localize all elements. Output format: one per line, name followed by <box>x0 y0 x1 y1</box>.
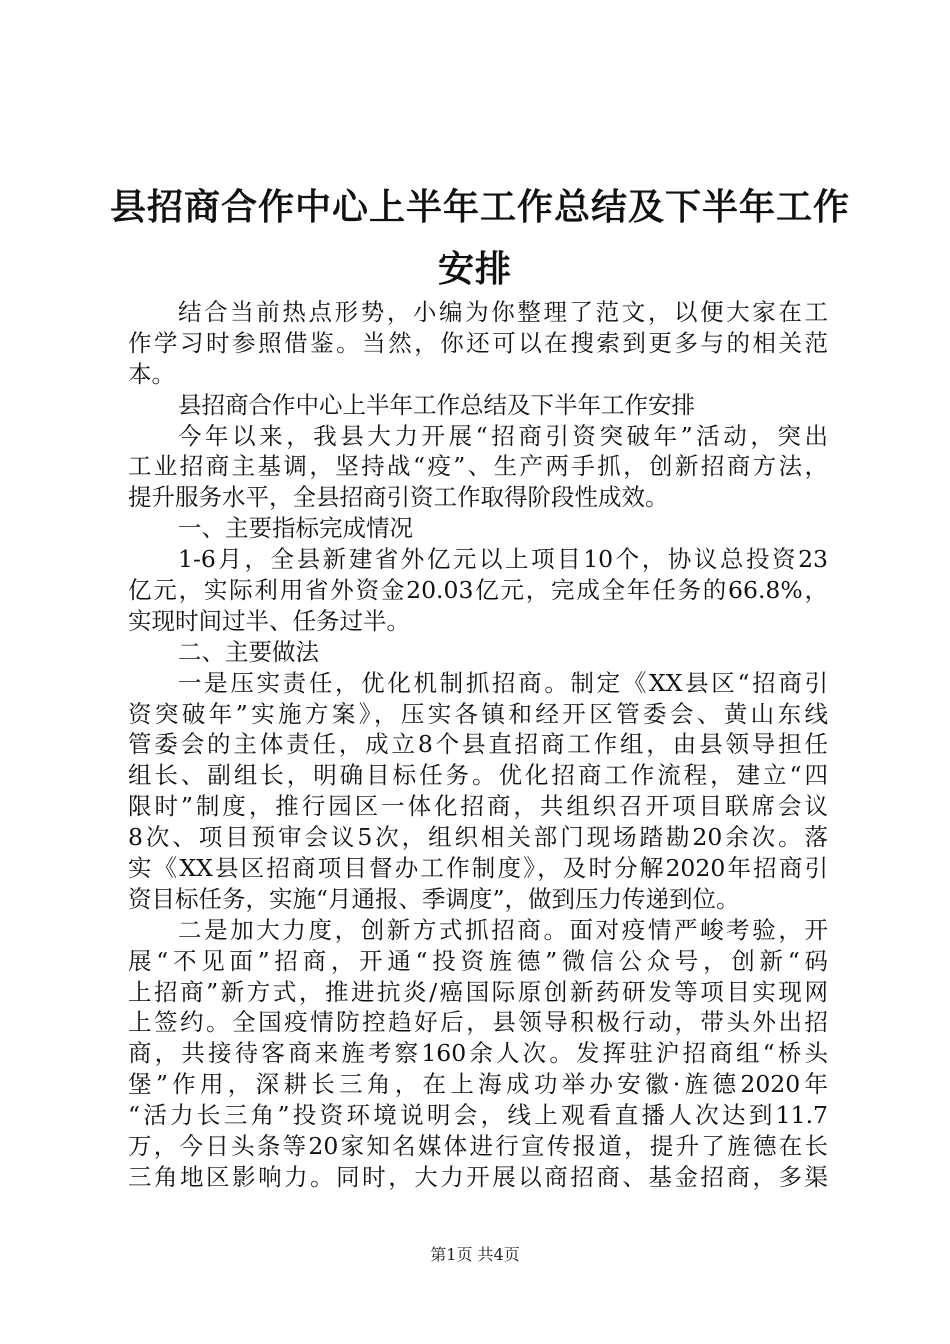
text-line: 组长、副组长，明确目标任务。优化招商工作流程，建立“四 <box>128 761 828 790</box>
text-line: 资突破年”实施方案》，压实各镇和经开区管委会、黄山东线 <box>128 699 828 728</box>
text-line: 万，今日头条等20家知名媒体进行宣传报道，提升了旌德在长 <box>128 1132 828 1161</box>
text-line: 三角地区影响力。同时，大力开展以商招商、基金招商，多渠 <box>128 1162 828 1191</box>
page-footer: 第1页 共4页 <box>430 1245 520 1264</box>
text-line: 二是加大力度，创新方式抓招商。面对疫情严峻考验，开 <box>178 915 828 944</box>
text-line: 商，共接待客商来旌考察160余人次。发挥驻沪招商组“桥头 <box>128 1039 828 1068</box>
document-title-line-2: 安排 <box>437 249 512 290</box>
text-line: 二、主要做法 <box>178 637 319 666</box>
text-line: 限时”制度，推行园区一体化招商，共组织召开项目联席会议 <box>128 792 828 821</box>
document-body <box>128 297 828 1193</box>
text-line: 作学习时参照借鉴。当然，你还可以在搜索到更多与的相关范 <box>128 328 828 357</box>
text-line: 提升服务水平，全县招商引资工作取得阶段性成效。 <box>128 483 669 512</box>
text-line: “活力长三角”投资环境说明会，线上观看直播人次达到11.7 <box>128 1101 828 1130</box>
text-line: 今年以来，我县大力开展“招商引资突破年”活动，突出 <box>178 421 828 450</box>
text-line: 实现时间过半、任务过半。 <box>128 606 410 635</box>
document-title-line-1: 县招商合作中心上半年工作总结及下半年工作 <box>110 187 851 228</box>
text-line: 一、主要指标完成情况 <box>178 514 413 543</box>
text-line: 亿元，实际利用省外资金20.03亿元，完成全年任务的66.8%， <box>128 576 828 605</box>
text-line: 上签约。全国疫情防控趋好后，县领导积极行动，带头外出招 <box>128 1008 828 1037</box>
text-line: 展“不见面”招商，开通“投资旌德”微信公众号，创新“码 <box>128 946 828 975</box>
text-line: 上招商”新方式，推进抗炎/癌国际原创新药研发等项目实现网 <box>128 977 828 1006</box>
text-line: 实《XX县区招商项目督办工作制度》，及时分解2020年招商引 <box>128 854 828 883</box>
text-line: 1-6月，全县新建省外亿元以上项目10个，协议总投资23 <box>178 545 828 574</box>
text-line: 本。 <box>128 359 175 388</box>
text-line: 8次、项目预审会议5次，组织相关部门现场踏勘20余次。落 <box>128 823 828 852</box>
text-line: 结合当前热点形势，小编为你整理了范文，以便大家在工 <box>178 298 828 326</box>
text-line: 县招商合作中心上半年工作总结及下半年工作安排 <box>178 390 695 419</box>
text-line: 管委会的主体责任，成立8个县直招商工作组，由县领导担任 <box>128 730 828 759</box>
text-line: 资目标任务，实施“月通报、季调度”，做到压力传递到位。 <box>128 884 740 913</box>
text-line: 工业招商主基调，坚持战“疫”、生产两手抓，创新招商方法， <box>128 452 828 481</box>
text-line: 一是压实责任，优化机制抓招商。制定《XX县区“招商引 <box>178 668 828 697</box>
text-line: 堡”作用，深耕长三角，在上海成功举办安徽·旌德2020年 <box>128 1070 828 1099</box>
